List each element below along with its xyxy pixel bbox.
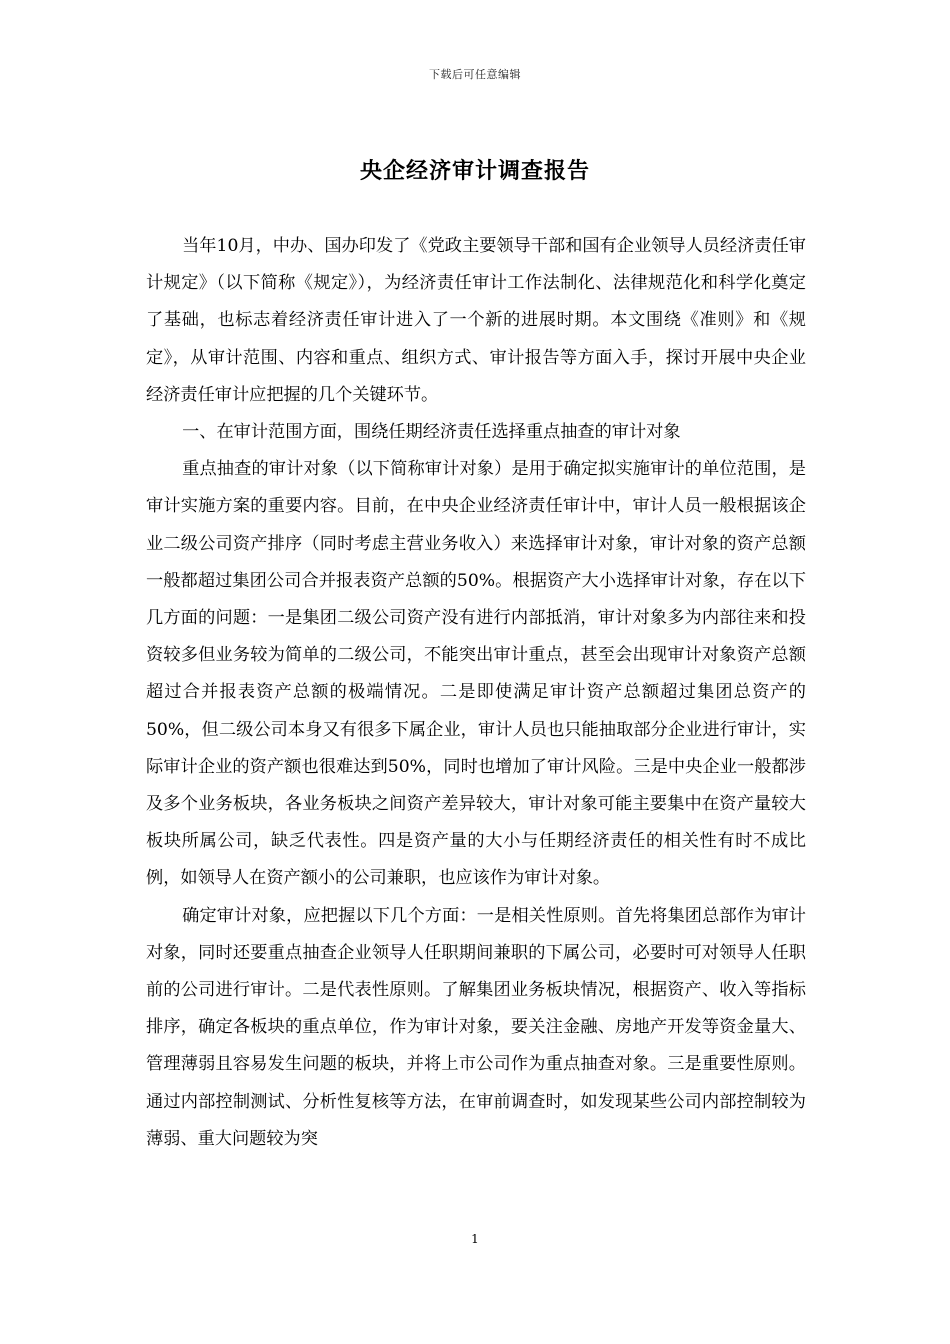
document-body <box>146 228 806 1158</box>
header-note: 下载后可任意编辑 <box>429 68 521 81</box>
document-title: 央企经济审计调查报告 <box>359 158 590 184</box>
section-heading-1: 一、在审计范围方面，围绕任期经济责任选择重点抽查的审计对象 <box>182 422 681 443</box>
page-number: 1 <box>471 1232 479 1246</box>
paragraph-audit-principles: 确定审计对象，应把握以下几个方面：一是相关性原则。首先将集团总部作为审计对象，同时还要重点抽查企业领导人任职期间兼职的下属公司，必要时可对领导人任职前的公司进行审计。二是代表性原则。了解集团业务板块情况，根据资产、收入等指标排序，确定各板块的重点单位，作为审计对象，要关注金融、房地产开发等资金量大、管理薄弱且容易发生问题的板块，并将上市公司作为重点抽查对象。三是重要性原则。通过内部控制测试、分析性复核等方法，在审前调查时，如发现某些公司内部控制较为薄弱、重大问题较为突 <box>146 905 806 1149</box>
paragraph-intro: 当年10月，中办、国办印发了《党政主要领导干部和国有企业领导人员经济责任审计规定》（以下简称《规定》），为经济责任审计工作法制化、法律规范化和科学化奠定了基础，也标志着经济责任审计进入了一个新的进展时期。本文围绕《准则》和《规定》，从审计范围、内容和重点、组织方式、审计报告等方面入手，探讨开展中央企业经济责任审计应把握的几个关键环节。 <box>146 236 806 405</box>
paragraph-audit-scope: 重点抽查的审计对象（以下简称审计对象）是用于确定拟实施审计的单位范围，是审计实施方案的重要内容。目前，在中央企业经济责任审计中，审计人员一般根据该企业二级公司资产排序（同时考虑主营业务收入）来选择审计对象，审计对象的资产总额一般都超过集团公司合并报表资产总额的50%。根据资产大小选择审计对象，存在以下几方面的问题：一是集团二级公司资产没有进行内部抵消，审计对象多为内部往来和投资较多但业务较为简单的二级公司，不能突出审计重点，甚至会出现审计对象资产总额超过合并报表资产总额的极端情况。二是即使满足审计资产总额超过集团总资产的50%，但二级公司本身又有很多下属企业，审计人员也只能抽取部分企业进行审计，实际审计企业的资产额也很难达到50%，同时也增加了审计风险。三是中央企业一般都涉及多个业务板块，各业务板块之间资产差异较大，审计对象可能主要集中在资产量较大板块所属公司，缺乏代表性。四是资产量的大小与任期经济责任的相关性有时不成比例，如领导人在资产额小的公司兼职，也应该作为审计对象。 <box>146 459 806 889</box>
page-header <box>0 66 950 82</box>
